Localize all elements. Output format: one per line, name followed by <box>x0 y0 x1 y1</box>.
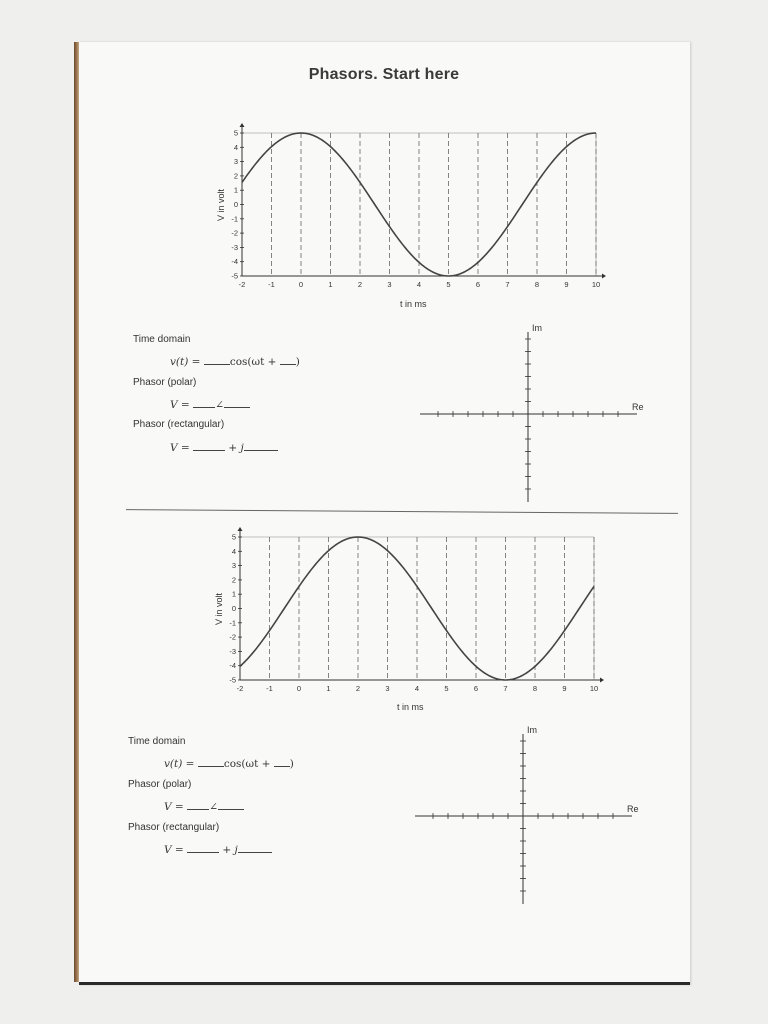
time-domain-label: Time domain <box>128 736 186 747</box>
x-tick-label: 5 <box>444 684 449 693</box>
complex-plane-2 <box>410 722 650 912</box>
x-tick-label: 9 <box>562 684 567 693</box>
plot-2-ylabel: V in volt <box>214 593 224 626</box>
x-tick-label: 1 <box>328 280 333 289</box>
close-paren: ) <box>295 356 300 368</box>
plus-j: + j <box>228 442 244 454</box>
y-tick-label: -3 <box>229 646 236 656</box>
real-blank[interactable] <box>193 441 225 451</box>
x-tick-label: 1 <box>326 684 331 693</box>
x-tick-label: -1 <box>266 684 273 693</box>
rect-equation <box>170 441 278 454</box>
angle-symbol: ∠ <box>215 399 224 411</box>
plus-j: + j <box>222 844 238 856</box>
waveform-plot-2 <box>226 530 606 700</box>
magnitude-blank[interactable] <box>193 398 215 408</box>
x-tick-label: 6 <box>473 684 479 693</box>
y-tick-label: -3 <box>231 242 238 252</box>
x-tick-label: 2 <box>357 280 363 289</box>
page-title: Phasors. Start here <box>308 66 460 83</box>
real-blank[interactable] <box>187 843 219 853</box>
y-tick-label: 4 <box>231 546 236 556</box>
x-tick-label: 2 <box>355 684 361 693</box>
y-tick-label: 2 <box>231 575 236 585</box>
phase-blank[interactable] <box>274 757 290 767</box>
phasor-polar-label: Phasor (polar) <box>133 377 197 388</box>
x-tick-label: 3 <box>387 280 392 289</box>
re-label: Re <box>632 402 644 412</box>
y-tick-label: 0 <box>233 200 238 209</box>
re-label: Re <box>627 804 639 814</box>
y-tick-label: 4 <box>233 142 238 152</box>
x-tick-label: 10 <box>589 684 599 693</box>
x-tick-label: 10 <box>591 280 601 289</box>
cos-term: cos(ωt + <box>223 758 271 770</box>
polar-lhs: V = <box>164 801 184 813</box>
time-domain-label: Time domain <box>133 334 191 345</box>
im-label: Im <box>532 323 542 333</box>
phasor-rect-label: Phasor (rectangular) <box>133 419 225 430</box>
amplitude-blank[interactable] <box>198 757 224 767</box>
x-tick-label: 4 <box>416 280 422 289</box>
plot-2-xlabel: t in ms <box>397 702 424 712</box>
vt-lhs: v(t) = <box>170 356 201 368</box>
y-tick-label: 5 <box>231 532 236 542</box>
x-tick-label: -2 <box>238 280 246 289</box>
complex-plane-1 <box>415 320 655 510</box>
vt-lhs: v(t) = <box>164 758 195 770</box>
x-tick-label: 0 <box>298 280 304 289</box>
phasor-polar-label: Phasor (polar) <box>128 779 192 790</box>
x-tick-label: 9 <box>564 280 569 289</box>
im-label: Im <box>527 725 537 735</box>
y-tick-label: -5 <box>231 271 238 281</box>
polar-equation <box>170 398 250 411</box>
time-domain-equation <box>164 757 294 770</box>
x-tick-label: -1 <box>268 280 275 289</box>
y-tick-label: 1 <box>231 589 236 599</box>
x-tick-label: 8 <box>532 684 538 693</box>
plot-1-xlabel: t in ms <box>400 299 427 309</box>
polar-lhs: V = <box>170 399 190 411</box>
angle-symbol: ∠ <box>209 801 218 813</box>
phasor-rect-label: Phasor (rectangular) <box>128 822 220 833</box>
time-domain-equation <box>170 355 300 368</box>
rect-equation <box>164 843 272 856</box>
y-tick-label: 3 <box>233 157 238 167</box>
y-tick-label: -4 <box>229 661 236 671</box>
x-tick-label: 3 <box>385 684 390 693</box>
rect-lhs: V = <box>164 844 184 856</box>
y-tick-label: -1 <box>229 618 236 628</box>
plot-1-ylabel: V in volt <box>216 189 226 222</box>
phase-blank[interactable] <box>280 355 296 365</box>
x-tick-label: 7 <box>505 280 510 289</box>
y-tick-label: -4 <box>231 257 238 267</box>
y-tick-label: 3 <box>231 561 236 571</box>
x-axis-arrow <box>602 274 606 279</box>
y-tick-label: 2 <box>233 171 238 181</box>
x-tick-label: 5 <box>446 280 451 289</box>
magnitude-blank[interactable] <box>187 800 209 810</box>
x-tick-label: 0 <box>296 684 302 693</box>
angle-blank[interactable] <box>224 398 250 408</box>
y-tick-label: -1 <box>231 214 238 224</box>
y-tick-label: 0 <box>231 604 236 613</box>
x-tick-label: -2 <box>236 684 244 693</box>
cos-term: cos(ωt + <box>229 356 277 368</box>
y-tick-label: 5 <box>233 128 238 138</box>
y-tick-label: -5 <box>229 675 236 685</box>
y-tick-label: -2 <box>229 632 236 642</box>
x-tick-label: 7 <box>503 684 508 693</box>
rect-lhs: V = <box>170 442 190 454</box>
x-tick-label: 6 <box>475 280 481 289</box>
imag-blank[interactable] <box>244 441 278 451</box>
y-tick-label: 1 <box>233 185 238 195</box>
amplitude-blank[interactable] <box>204 355 230 365</box>
polar-equation <box>164 800 244 813</box>
x-tick-label: 4 <box>414 684 420 693</box>
y-tick-label: -2 <box>231 228 238 238</box>
x-axis-arrow <box>600 678 604 683</box>
close-paren: ) <box>289 758 294 770</box>
imag-blank[interactable] <box>238 843 272 853</box>
x-tick-label: 8 <box>534 280 540 289</box>
angle-blank[interactable] <box>218 800 244 810</box>
waveform-plot-1 <box>228 126 608 296</box>
